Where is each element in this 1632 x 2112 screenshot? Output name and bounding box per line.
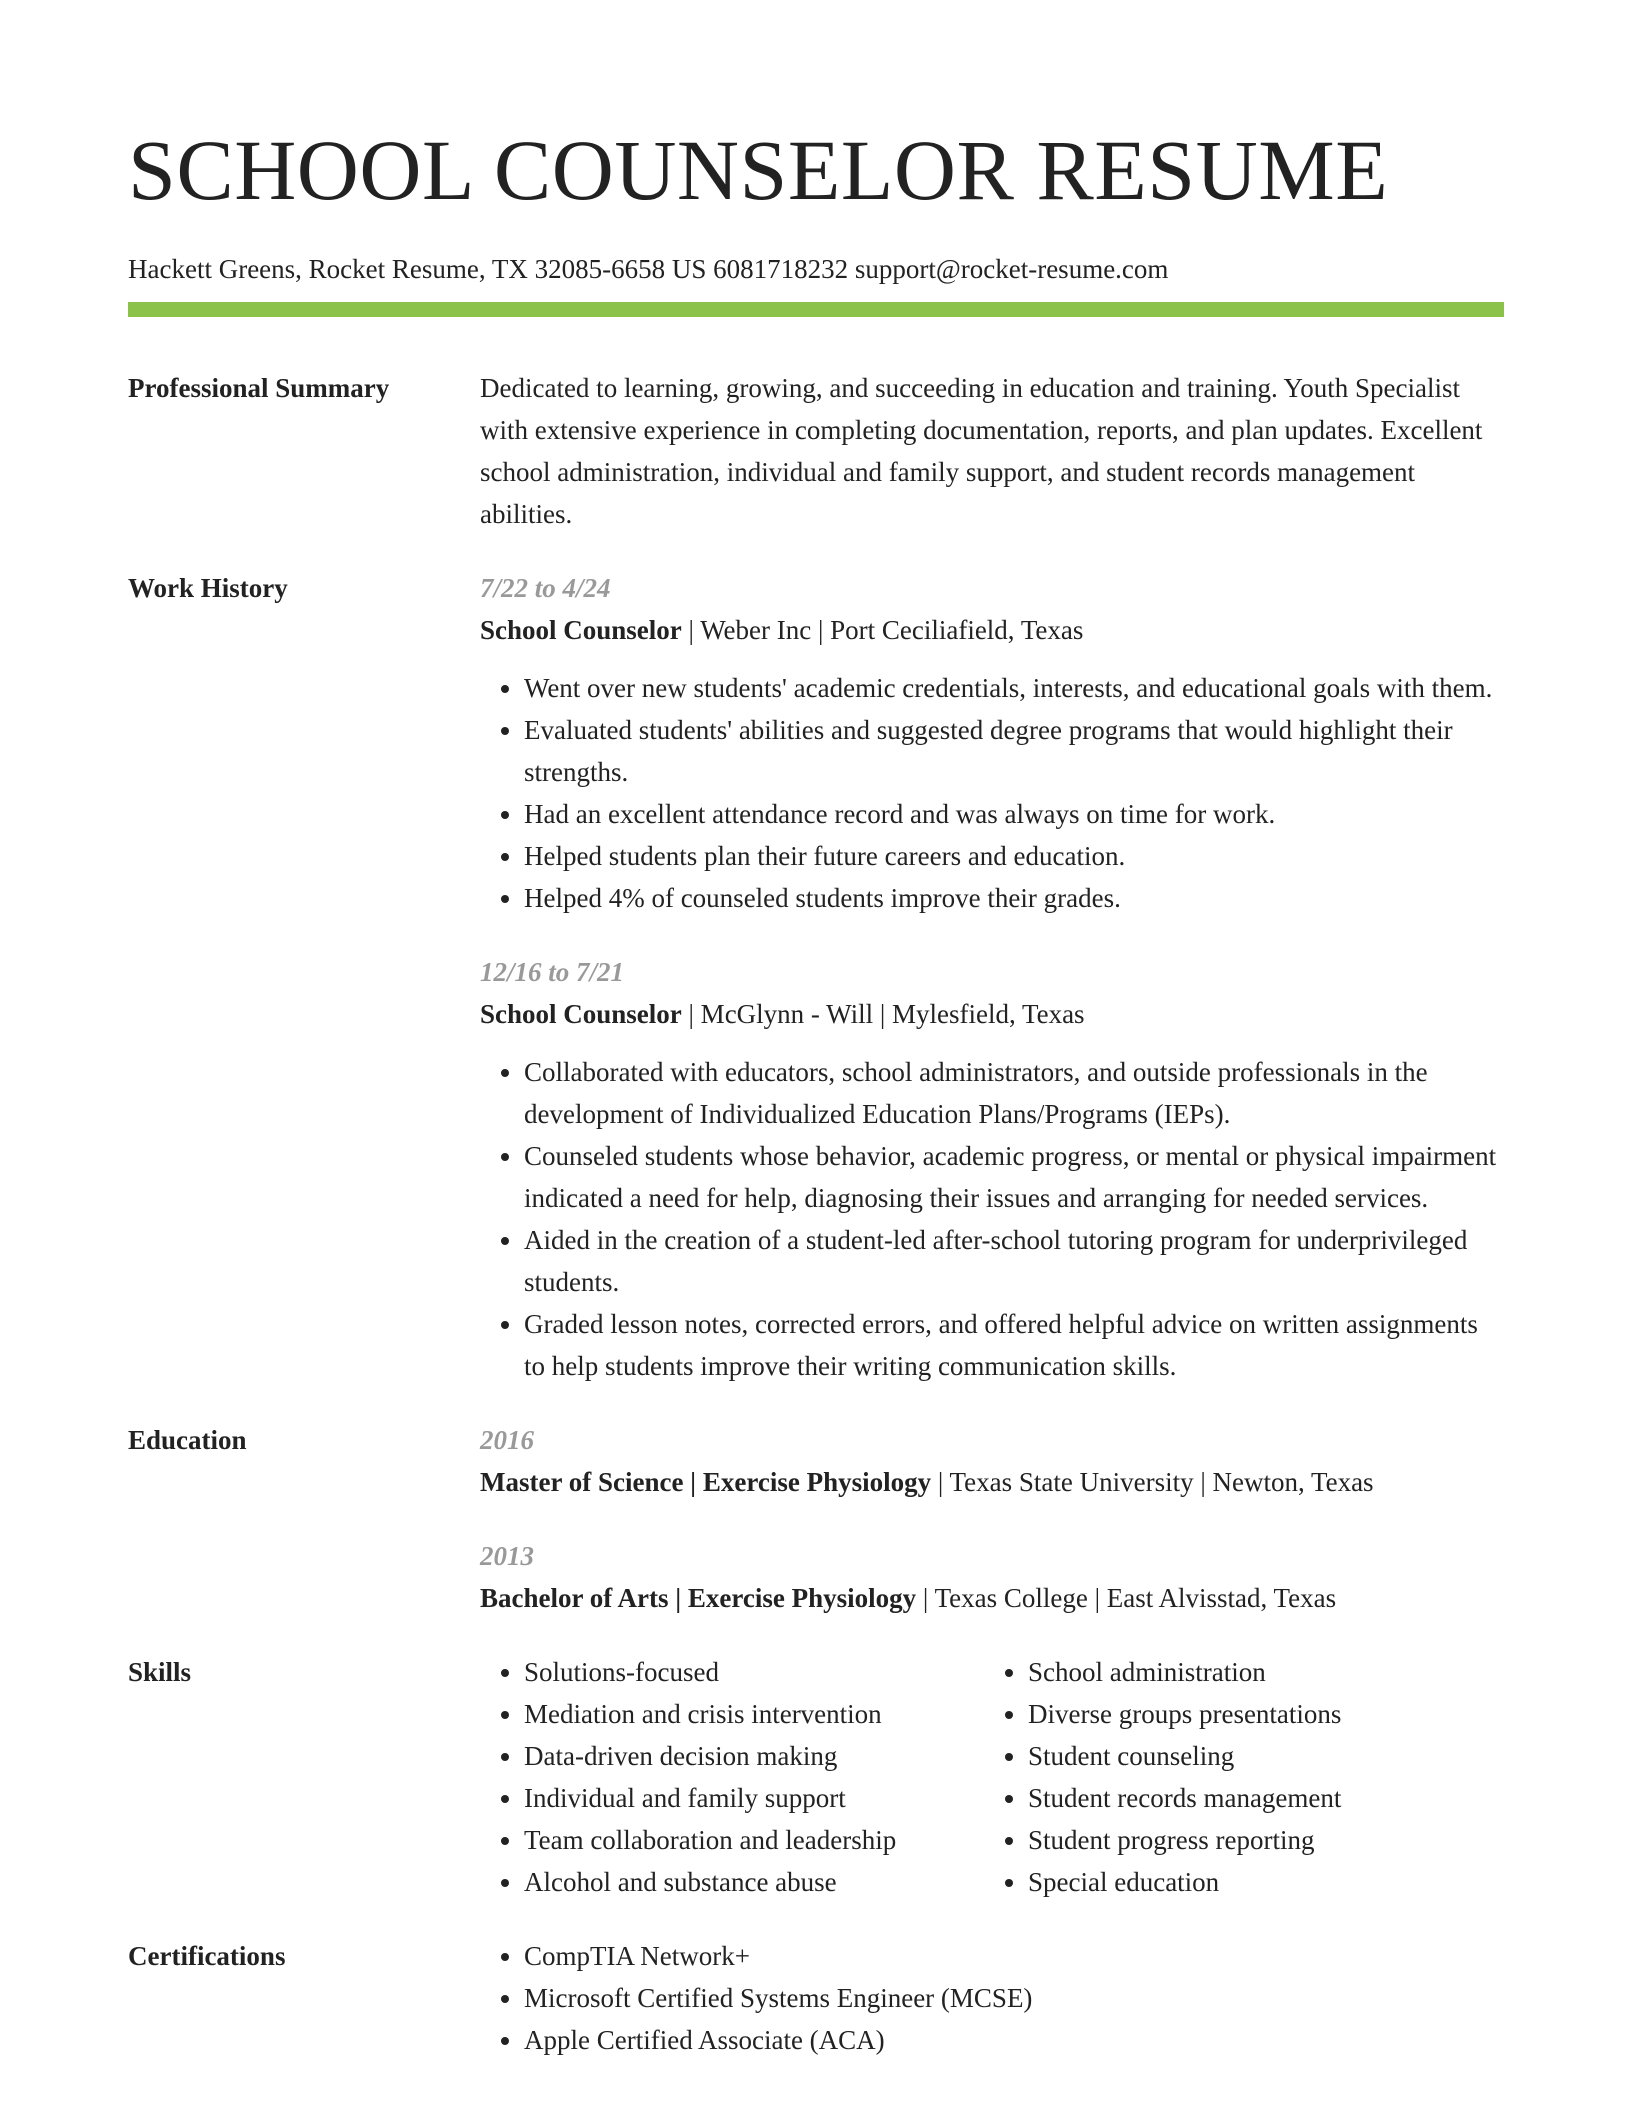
- section-label-certifications: Certifications: [128, 1941, 286, 1971]
- job-employer-location: | Weber Inc | Port Ceciliafield, Texas: [681, 615, 1084, 645]
- degree: Master of Science | Exercise Physiology: [480, 1467, 932, 1497]
- job-title: School Counselor: [480, 615, 682, 645]
- list-item: • Collaborated with educators, school administrators, and outside professionals in the development of Individualized Education Plans/Programs (IEPs).: [524, 1051, 1504, 1135]
- list-item: • Student progress reporting: [1028, 1819, 1488, 1861]
- section-label-summary: Professional Summary: [128, 373, 390, 403]
- header-divider: [128, 302, 1504, 317]
- education-body: [480, 1419, 1504, 1619]
- contact-line: Hackett Greens, Rocket Resume, TX 32085-6658 US 6081718232 support@rocket-resume.com: [128, 254, 1169, 284]
- list-item: • Diverse groups presentations: [1028, 1693, 1488, 1735]
- certifications-section: [128, 1935, 1504, 2061]
- list-item: • Mediation and crisis intervention: [524, 1693, 984, 1735]
- list-item: • Had an excellent attendance record and was always on time for work.: [524, 793, 1504, 835]
- section-label-skills: Skills: [128, 1657, 192, 1687]
- job-entry: [480, 567, 1504, 919]
- job-bullets: [480, 1051, 1504, 1387]
- education-line: [480, 1577, 1504, 1619]
- list-item: • Went over new students' academic credentials, interests, and educational goals with them.: [524, 667, 1504, 709]
- job-role-line: [480, 993, 1504, 1035]
- list-item: • Solutions-focused: [524, 1651, 984, 1693]
- certifications-list: [480, 1935, 1504, 2061]
- education-line: [480, 1461, 1504, 1503]
- summary-section: [128, 367, 1504, 535]
- resume-page: [128, 0, 1504, 2061]
- degree: Bachelor of Arts | Exercise Physiology: [480, 1583, 917, 1613]
- job-dates: 12/16 to 7/21: [480, 957, 625, 987]
- skills-list-left: [480, 1651, 984, 1903]
- list-item: • Student counseling: [1028, 1735, 1488, 1777]
- school-location: | Texas State University | Newton, Texas: [931, 1467, 1374, 1497]
- list-item: • Helped students plan their future careers and education.: [524, 835, 1504, 877]
- job-entry: [480, 951, 1504, 1387]
- section-label-work-history: Work History: [128, 573, 288, 603]
- list-item: • School administration: [1028, 1651, 1488, 1693]
- list-item: • Student records management: [1028, 1777, 1488, 1819]
- job-role-line: [480, 609, 1504, 651]
- list-item: • Microsoft Certified Systems Engineer (MCSE): [524, 1977, 1504, 2019]
- list-item: • Special education: [1028, 1861, 1488, 1903]
- list-item: • Data-driven decision making: [524, 1735, 984, 1777]
- job-dates: 7/22 to 4/24: [480, 573, 611, 603]
- job-bullets: [480, 667, 1504, 919]
- list-item: • Individual and family support: [524, 1777, 984, 1819]
- work-history-body: [480, 567, 1504, 1387]
- education-year: 2016: [480, 1425, 534, 1455]
- list-item: • Graded lesson notes, corrected errors, and offered helpful advice on written assignments to help students improve their writing communication skills.: [524, 1303, 1504, 1387]
- skills-body: [480, 1651, 1504, 1903]
- skills-list-right: [984, 1651, 1488, 1903]
- list-item: • Team collaboration and leadership: [524, 1819, 984, 1861]
- summary-text: Dedicated to learning, growing, and succeeding in education and training. Youth Specialist with extensive experience in completing documentation, reports, and plan updates. Excellent school administration, individual and family support, and student records management abilities.: [480, 373, 1483, 529]
- education-section: [128, 1419, 1504, 1619]
- school-location: | Texas College | East Alvisstad, Texas: [916, 1583, 1337, 1613]
- list-item: • Evaluated students' abilities and suggested degree programs that would highlight their strengths.: [524, 709, 1504, 793]
- job-title: School Counselor: [480, 999, 682, 1029]
- resume-title: SCHOOL COUNSELOR RESUME: [128, 122, 1389, 218]
- certifications-body: [480, 1935, 1504, 2061]
- list-item: • CompTIA Network+: [524, 1935, 1504, 1977]
- list-item: • Helped 4% of counseled students improve their grades.: [524, 877, 1504, 919]
- work-history-section: [128, 567, 1504, 1387]
- list-item: • Counseled students whose behavior, academic progress, or mental or physical impairment indicated a need for help, diagnosing their issues and arranging for needed services.: [524, 1135, 1504, 1219]
- job-employer-location: | McGlynn - Will | Mylesfield, Texas: [681, 999, 1085, 1029]
- list-item: • Aided in the creation of a student-led after-school tutoring program for underprivileged students.: [524, 1219, 1504, 1303]
- list-item: • Apple Certified Associate (ACA): [524, 2019, 1504, 2061]
- list-item: • Alcohol and substance abuse: [524, 1861, 984, 1903]
- education-entry: [480, 1535, 1504, 1619]
- skills-columns: [480, 1651, 1504, 1903]
- section-label-education: Education: [128, 1425, 247, 1455]
- skills-section: [128, 1651, 1504, 1903]
- education-year: 2013: [480, 1541, 534, 1571]
- education-entry: [480, 1419, 1504, 1503]
